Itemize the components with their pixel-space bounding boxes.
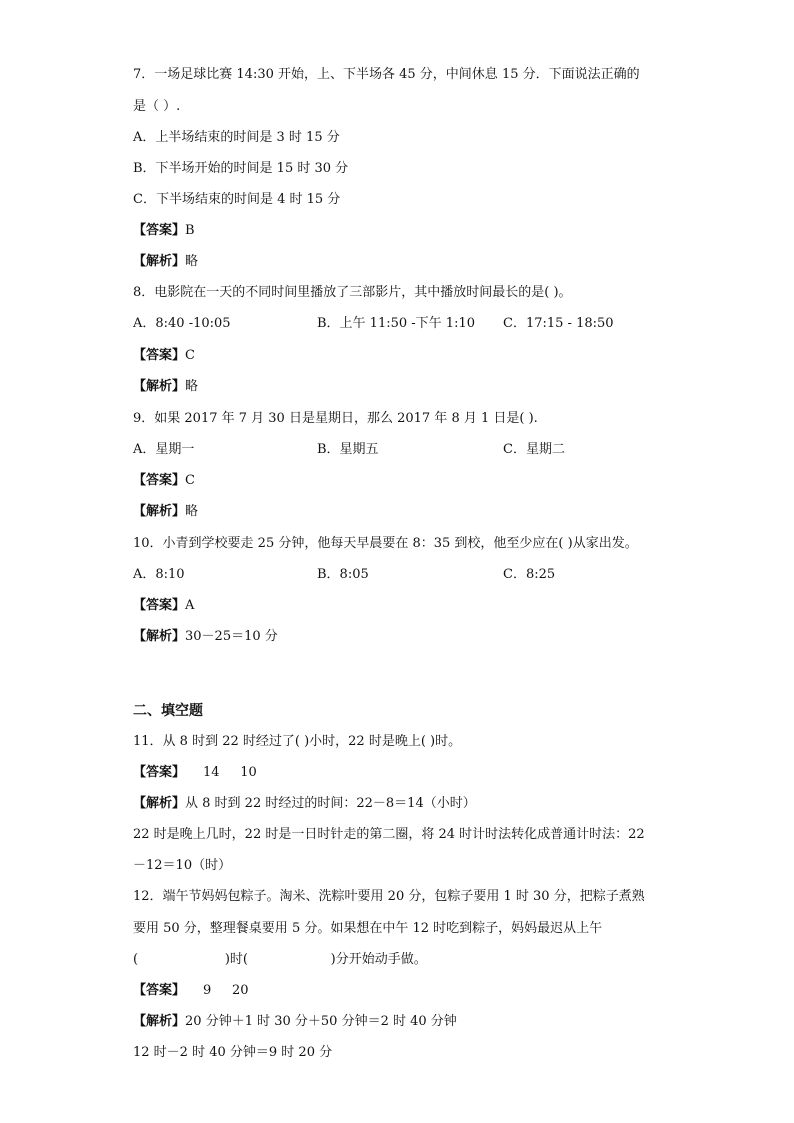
q12-analysis-line2: 12 时－2 时 40 分钟＝9 时 20 分 [133,1045,333,1060]
answer-label: 【答案】 [133,348,186,363]
q11-analysis-line2: 22 时是晚上几时，22 时是一日时针走的第二圈，将 24 时计时法转化成普通计时法：22 [133,827,645,842]
q12-analysis-line1 [133,1011,674,1033]
answer-value: 14 10 [203,765,257,780]
q8-analysis [133,376,674,398]
q11-answer [133,762,674,784]
answer-label: 【答案】 [133,223,186,238]
q8-stem: 8．电影院在一天的不同时间里播放了三部影片，其中播放时间最长的是( )。 [133,285,572,300]
analysis-label: 【解析】 [133,796,186,811]
analysis-label: 【解析】 [133,379,186,394]
q9-option-a: A．星期一 [133,442,195,457]
answer-label: 【答案】 [133,765,186,780]
answer-value: C [185,473,195,488]
answer-value: 9 20 [203,983,249,998]
answer-label: 【答案】 [133,983,186,998]
q8-answer [133,345,674,367]
q11-analysis-line1 [133,793,674,815]
q8-option-c: C．17:15 - 18:50 [503,316,614,331]
section-title-fill-in: 二、填空题 [133,703,203,719]
q8-option-b: B．上午 11:50 -下午 1:10 [317,316,475,331]
analysis-label: 【解析】 [133,254,186,269]
answer-value: B [185,223,195,238]
analysis-label: 【解析】 [133,629,186,644]
q7-analysis [133,251,674,273]
answer-label: 【答案】 [133,473,186,488]
q9-analysis [133,501,674,523]
q9-answer [133,470,674,492]
q9-stem: 9．如果 2017 年 7 月 30 日是星期日，那么 2017 年 8 月 1 日是( ). [133,411,538,426]
q10-option-b: B．8:05 [317,567,369,582]
q9-option-b: B．星期五 [317,442,379,457]
analysis-value: 从 8 时到 22 时经过的时间：22－8＝14（小时） [185,796,476,811]
q10-answer [133,595,674,617]
analysis-label: 【解析】 [133,1014,186,1029]
analysis-label: 【解析】 [133,504,186,519]
q7-answer [133,220,674,242]
q10-analysis [133,626,674,648]
q9-options [133,439,674,461]
q10-options [133,564,674,586]
q7-stem-line1: 7．一场足球比赛 14:30 开始，上、下半场各 45 分，中间休息 15 分．下面说法正确的 [133,67,640,82]
q9-option-c: C．星期二 [503,442,565,457]
q7-option-c: C．下半场结束的时间是 4 时 15 分 [133,192,341,207]
q12-answer [133,980,674,1002]
q11-analysis-line3: －12＝10（时） [133,858,232,873]
analysis-value: 20 分钟＋1 时 30 分＋50 分钟＝2 时 40 分钟 [185,1014,457,1029]
q7-option-b: B．下半场开始的时间是 15 时 30 分 [133,161,349,176]
answer-value: A [185,598,195,613]
q7-stem-line2: 是（ ）. [133,99,181,114]
analysis-value: 略 [185,379,199,394]
q10-option-c: C．8:25 [503,567,556,582]
q10-stem: 10．小青到学校要走 25 分钟，他每天早晨要在 8：35 到校，他至少应在( )从家出发。 [133,536,638,551]
q8-option-a: A．8:40 -10:05 [133,316,231,331]
analysis-value: 30－25＝10 分 [185,629,278,644]
analysis-value: 略 [185,504,199,519]
q12-stem-line1: 12．端午节妈妈包粽子。淘米、洗粽叶要用 20 分，包粽子要用 1 时 30 分，把粽子煮熟 [133,889,645,904]
q12-stem-line3: ( )时( )分开始动手做。 [133,952,427,967]
analysis-value: 略 [185,254,199,269]
q12-stem-line2: 要用 50 分，整理餐桌要用 5 分。如果想在中午 12 时吃到粽子，妈妈最迟从上午 [133,921,603,936]
q8-options [133,313,674,335]
q10-option-a: A．8:10 [133,567,185,582]
answer-label: 【答案】 [133,598,186,613]
q11-stem: 11．从 8 时到 22 时经过了( )小时，22 时是晚上( )时。 [133,734,462,749]
answer-value: C [185,348,195,363]
q7-option-a: A．上半场结束的时间是 3 时 15 分 [133,130,340,145]
